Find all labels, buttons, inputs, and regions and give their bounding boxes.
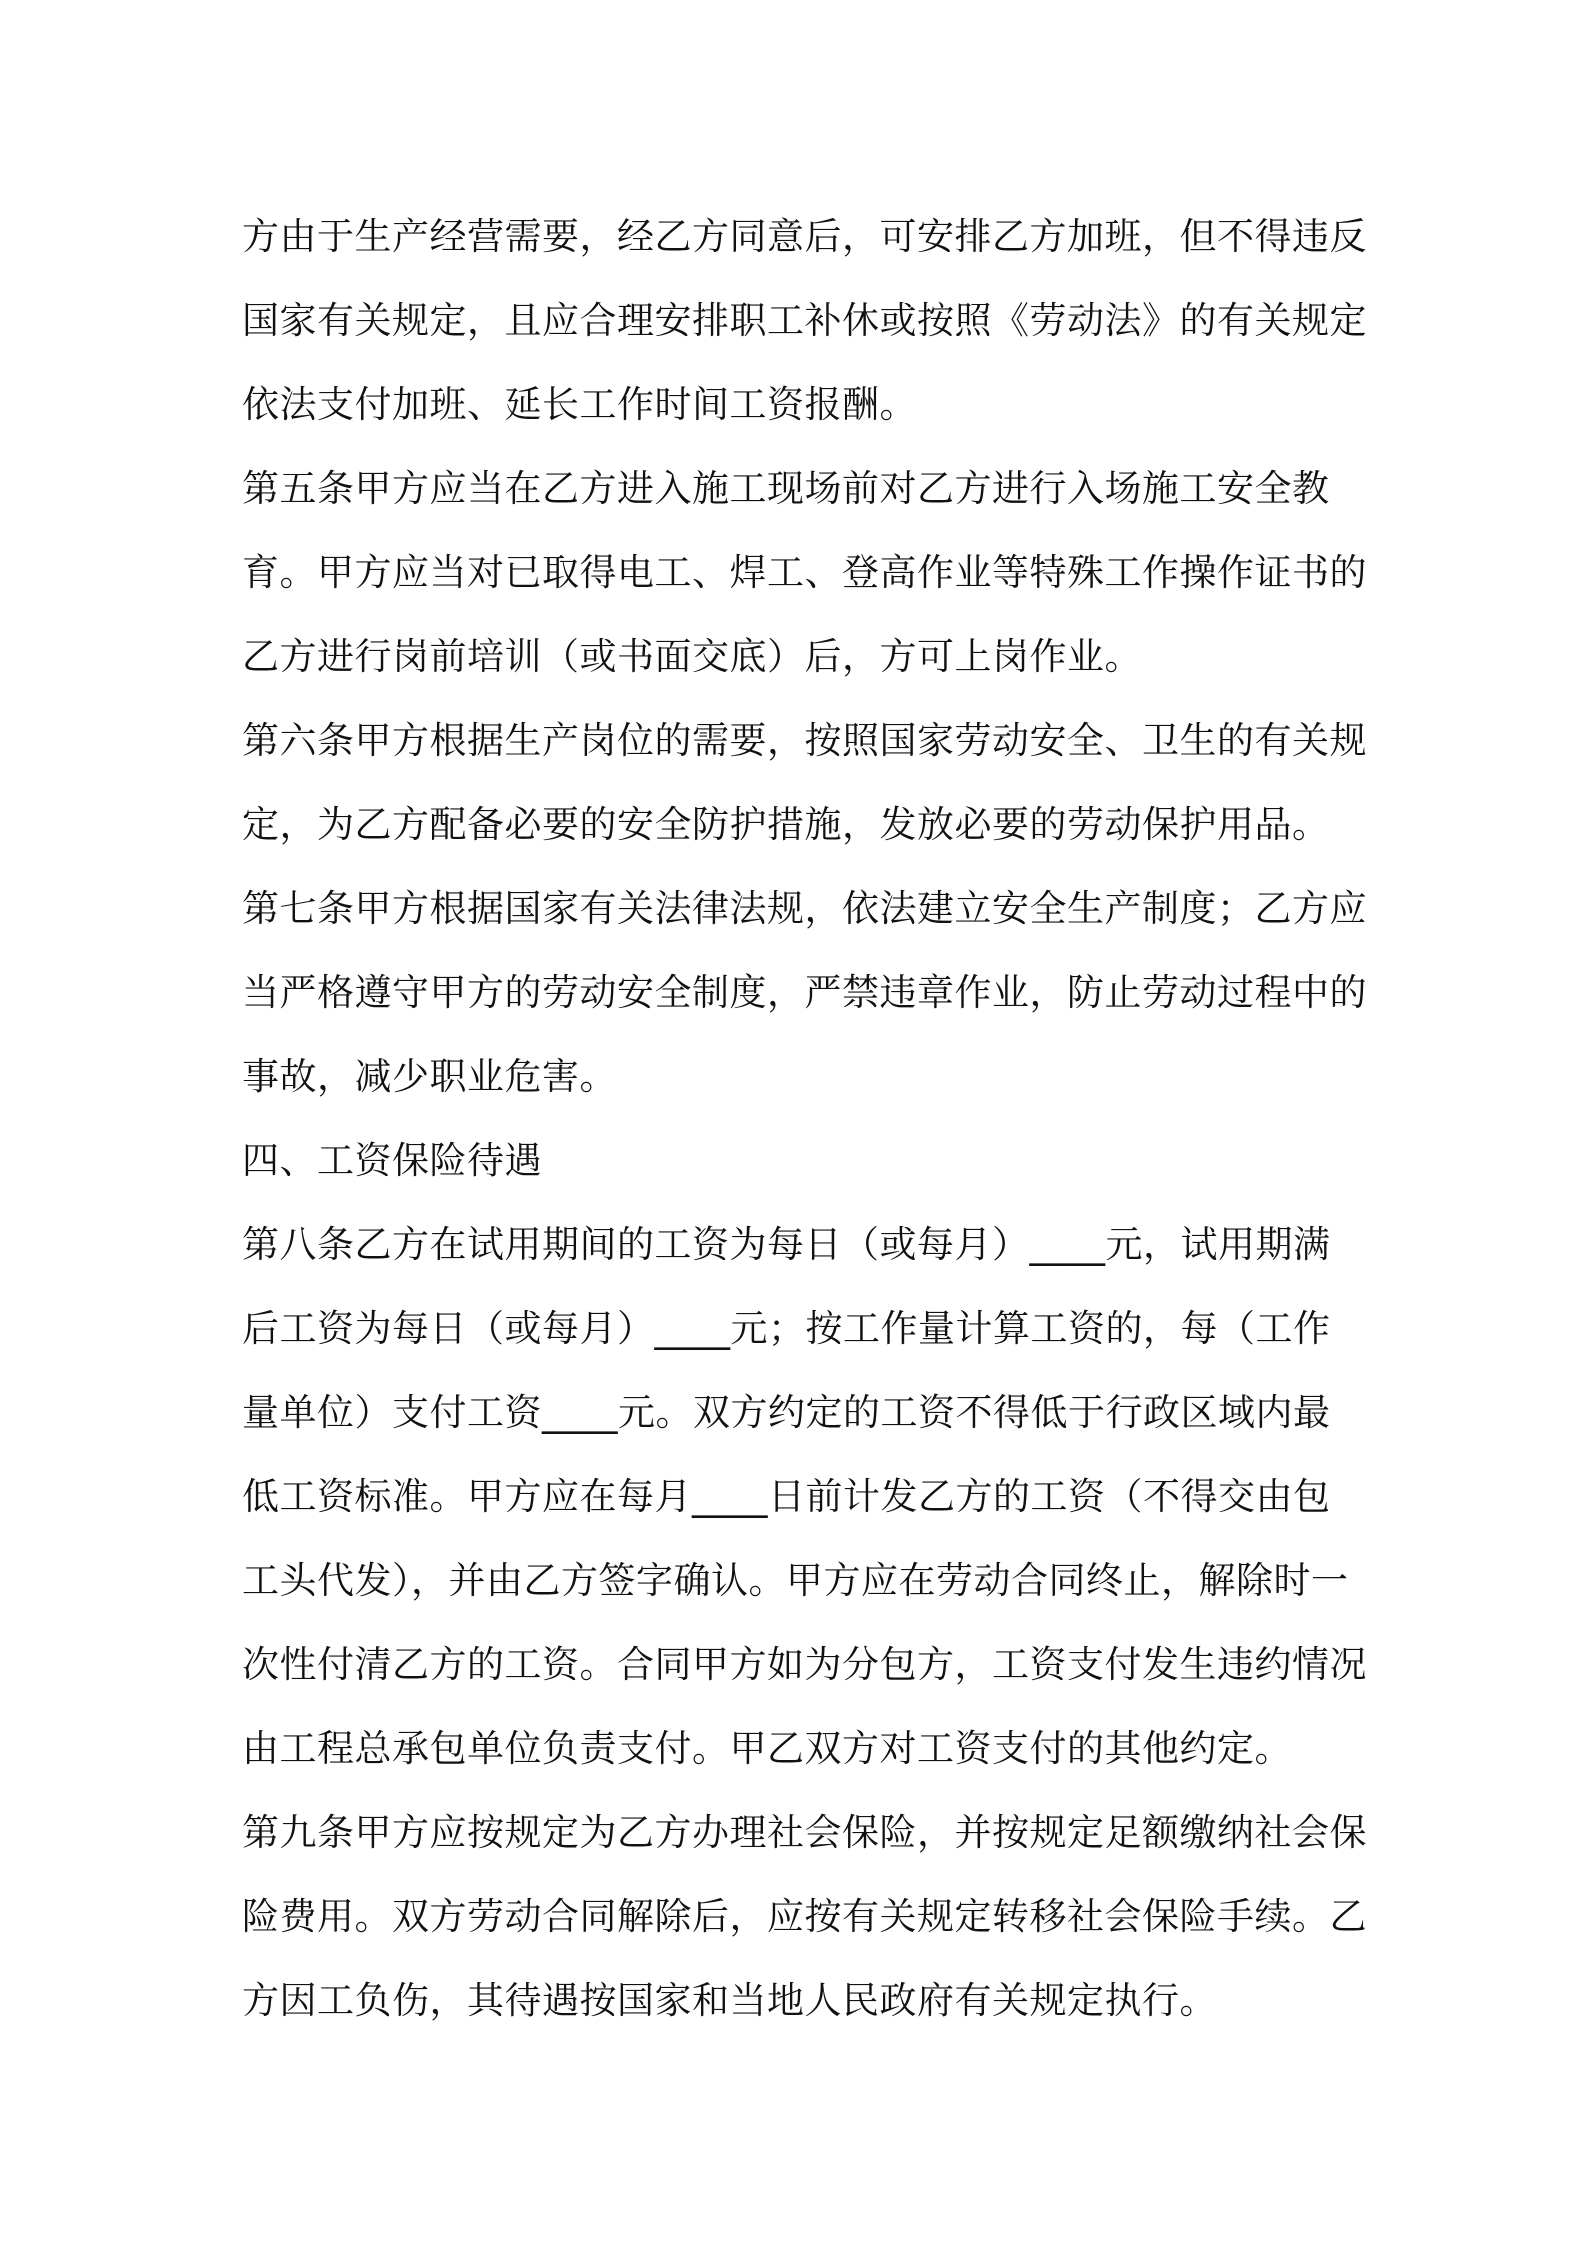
document-body [242,195,1367,2043]
text-line: 乙方进行岗前培训（或书面交底）后，方可上岗作业。 [242,635,1142,678]
article-6-line: 第六条甲方根据生产岗位的需要，按照国家劳动安全、卫生的有关规 [242,719,1367,762]
text-line: 方由于生产经营需要，经乙方同意后，可安排乙方加班，但不得违反 [242,215,1367,258]
article-9-line: 第九条甲方应按规定为乙方办理社会保险，并按规定足额缴纳社会保 [242,1811,1367,1854]
text-line: 事故，减少职业危害。 [242,1055,617,1098]
text-line: 育。甲方应当对已取得电工、焊工、登高作业等特殊工作操作证书的 [242,551,1367,594]
article-7-line: 第七条甲方根据国家有关法律法规，依法建立安全生产制度；乙方应 [242,887,1367,930]
text-line: 由工程总承包单位负责支付。甲乙双方对工资支付的其他约定。 [242,1727,1292,1770]
text-line: 次性付清乙方的工资。合同甲方如为分包方，工资支付发生违约情况 [242,1643,1367,1686]
text-line: 量单位）支付工资____元。双方约定的工资不得低于行政区域内最 [242,1391,1331,1434]
text-line: 工头代发），并由乙方签字确认。甲方应在劳动合同终止，解除时一 [242,1559,1349,1602]
article-5-line: 第五条甲方应当在乙方进入施工现场前对乙方进行入场施工安全教 [242,467,1330,510]
text-line: 方因工负伤，其待遇按国家和当地人民政府有关规定执行。 [242,1979,1217,2022]
text-line: 险费用。双方劳动合同解除后，应按有关规定转移社会保险手续。乙 [242,1895,1367,1938]
section-heading: 四、工资保险待遇 [242,1139,542,1182]
text-line: 低工资标准。甲方应在每月____日前计发乙方的工资（不得交由包 [242,1475,1331,1518]
text-line: 国家有关规定，且应合理安排职工补休或按照《劳动法》的有关规定 [242,299,1367,342]
article-8-line: 第八条乙方在试用期间的工资为每日（或每月）____元，试用期满 [242,1223,1331,1266]
text-line: 当严格遵守甲方的劳动安全制度，严禁违章作业，防止劳动过程中的 [242,971,1367,1014]
text-line: 后工资为每日（或每月）____元；按工作量计算工资的，每（工作 [242,1307,1331,1350]
text-line: 依法支付加班、延长工作时间工资报酬。 [242,383,917,426]
text-line: 定，为乙方配备必要的安全防护措施，发放必要的劳动保护用品。 [242,803,1330,846]
